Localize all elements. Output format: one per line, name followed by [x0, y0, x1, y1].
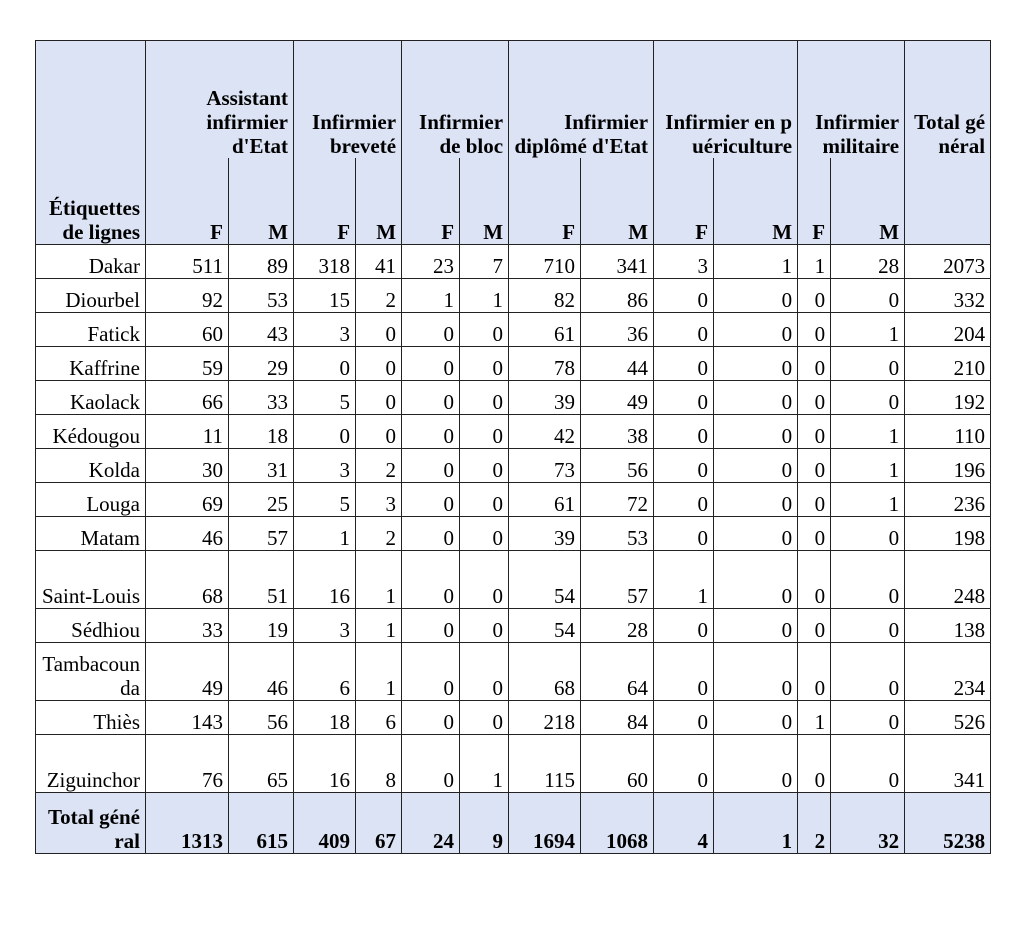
table-cell: 28: [581, 609, 654, 643]
table-cell: 0: [798, 551, 831, 609]
table-row: [36, 279, 991, 313]
table-cell: 0: [402, 381, 460, 415]
table-cell: 0: [798, 381, 831, 415]
table-cell: 0: [714, 313, 798, 347]
table-cell: 46: [146, 517, 229, 551]
group-header-militaire: Infirmier militaire: [798, 41, 905, 159]
table-cell: 0: [831, 279, 905, 313]
table-row: [36, 701, 991, 735]
table-cell: 61: [509, 313, 581, 347]
table-cell: 1: [798, 245, 831, 279]
table-cell: 72: [581, 483, 654, 517]
table-cell: 0: [714, 483, 798, 517]
table-cell: 18: [229, 415, 294, 449]
table-cell: 0: [798, 609, 831, 643]
table-cell: 0: [654, 381, 714, 415]
table-cell: 36: [581, 313, 654, 347]
table-cell: 0: [714, 347, 798, 381]
row-label: Dakar: [36, 245, 146, 279]
table-cell: 0: [460, 643, 509, 701]
table-cell: 8: [356, 735, 402, 793]
table-cell: 0: [831, 609, 905, 643]
row-total-cell: 210: [905, 347, 991, 381]
corner-cell: [36, 41, 146, 159]
table-cell: 0: [798, 643, 831, 701]
table-cell: 0: [654, 415, 714, 449]
table-cell: 64: [581, 643, 654, 701]
table-cell: 0: [798, 415, 831, 449]
table-cell: 0: [798, 449, 831, 483]
table-cell: 60: [581, 735, 654, 793]
table-cell: 0: [402, 483, 460, 517]
grand-total-label: Total général: [36, 793, 146, 854]
table-cell: 0: [294, 347, 356, 381]
table-cell: 1: [654, 551, 714, 609]
grand-total-cell: 1068: [581, 793, 654, 854]
group-header-brevete: Infirmier breveté: [294, 41, 402, 159]
table-cell: 0: [714, 701, 798, 735]
sub-header-f: F: [294, 158, 356, 245]
table-cell: 39: [509, 381, 581, 415]
group-header-row: [36, 41, 991, 159]
table-cell: 0: [460, 415, 509, 449]
row-label: Louga: [36, 483, 146, 517]
table-cell: 0: [402, 415, 460, 449]
table-cell: 49: [146, 643, 229, 701]
grand-total-value: 5238: [905, 793, 991, 854]
table-cell: 341: [581, 245, 654, 279]
row-label: Sédhiou: [36, 609, 146, 643]
table-cell: 2: [356, 449, 402, 483]
total-header: Total général: [905, 41, 991, 159]
table-cell: 78: [509, 347, 581, 381]
row-total-cell: 198: [905, 517, 991, 551]
table-cell: 53: [229, 279, 294, 313]
table-cell: 0: [798, 347, 831, 381]
row-label: Kédougou: [36, 415, 146, 449]
table-cell: 0: [714, 517, 798, 551]
sub-header-m: M: [714, 158, 798, 245]
table-row: [36, 347, 991, 381]
table-cell: 30: [146, 449, 229, 483]
table-cell: 1: [356, 551, 402, 609]
sub-header-m: M: [460, 158, 509, 245]
table-cell: 46: [229, 643, 294, 701]
table-cell: 0: [356, 347, 402, 381]
table-cell: 0: [654, 313, 714, 347]
grand-total-cell: 32: [831, 793, 905, 854]
table-row: [36, 609, 991, 643]
table-cell: 0: [798, 517, 831, 551]
table-cell: 54: [509, 551, 581, 609]
table-cell: 15: [294, 279, 356, 313]
table-cell: 0: [654, 701, 714, 735]
table-cell: 0: [402, 701, 460, 735]
table-cell: 218: [509, 701, 581, 735]
table-cell: 25: [229, 483, 294, 517]
table-cell: 23: [402, 245, 460, 279]
table-cell: 2: [356, 517, 402, 551]
row-label: Tambacounda: [36, 643, 146, 701]
table-cell: 1: [831, 449, 905, 483]
table-cell: 86: [581, 279, 654, 313]
row-label: Diourbel: [36, 279, 146, 313]
table-cell: 115: [509, 735, 581, 793]
table-cell: 76: [146, 735, 229, 793]
sub-header-f: F: [798, 158, 831, 245]
row-total-cell: 2073: [905, 245, 991, 279]
table-cell: 82: [509, 279, 581, 313]
table-cell: 0: [714, 551, 798, 609]
table-cell: 0: [654, 517, 714, 551]
table-cell: 1: [798, 701, 831, 735]
row-total-cell: 526: [905, 701, 991, 735]
row-label: Thiès: [36, 701, 146, 735]
grand-total-cell: 1: [714, 793, 798, 854]
table-cell: 0: [460, 551, 509, 609]
table-cell: 0: [831, 643, 905, 701]
sub-header-m: M: [581, 158, 654, 245]
row-total-cell: 196: [905, 449, 991, 483]
table-cell: 7: [460, 245, 509, 279]
row-total-cell: 204: [905, 313, 991, 347]
table-cell: 18: [294, 701, 356, 735]
table-cell: 49: [581, 381, 654, 415]
grand-total-cell: 1694: [509, 793, 581, 854]
table-row: [36, 551, 991, 609]
table-cell: 0: [460, 701, 509, 735]
row-total-cell: 341: [905, 735, 991, 793]
table-cell: 0: [714, 449, 798, 483]
row-label: Kolda: [36, 449, 146, 483]
table-cell: 16: [294, 551, 356, 609]
table-cell: 54: [509, 609, 581, 643]
table-cell: 69: [146, 483, 229, 517]
grand-total-cell: 9: [460, 793, 509, 854]
table-cell: 3: [294, 449, 356, 483]
table-cell: 0: [654, 483, 714, 517]
table-row: [36, 449, 991, 483]
table-cell: 0: [714, 735, 798, 793]
group-header-assistant: Assistant infirmier d'Etat: [146, 41, 294, 159]
table-cell: 0: [798, 483, 831, 517]
table-row: [36, 313, 991, 347]
table-cell: 0: [294, 415, 356, 449]
table-row: [36, 483, 991, 517]
row-label: Kaffrine: [36, 347, 146, 381]
row-label: Fatick: [36, 313, 146, 347]
table-cell: 0: [356, 415, 402, 449]
table-row: [36, 517, 991, 551]
table-cell: 0: [460, 381, 509, 415]
table-cell: 0: [460, 313, 509, 347]
table-cell: 53: [581, 517, 654, 551]
table-cell: 61: [509, 483, 581, 517]
table-cell: 66: [146, 381, 229, 415]
table-cell: 28: [831, 245, 905, 279]
table-cell: 0: [831, 517, 905, 551]
table-cell: 92: [146, 279, 229, 313]
row-total-cell: 110: [905, 415, 991, 449]
row-total-cell: 138: [905, 609, 991, 643]
table-cell: 318: [294, 245, 356, 279]
sub-header-f: F: [509, 158, 581, 245]
table-cell: 511: [146, 245, 229, 279]
table-cell: 1: [831, 313, 905, 347]
table-cell: 0: [402, 643, 460, 701]
table-cell: 0: [831, 381, 905, 415]
table-cell: 59: [146, 347, 229, 381]
table-cell: 84: [581, 701, 654, 735]
table-cell: 0: [356, 313, 402, 347]
row-label: Saint-Louis: [36, 551, 146, 609]
table-cell: 1: [460, 279, 509, 313]
table-cell: 33: [146, 609, 229, 643]
table-cell: 0: [402, 313, 460, 347]
table-cell: 0: [654, 279, 714, 313]
table-cell: 0: [654, 609, 714, 643]
row-total-cell: 234: [905, 643, 991, 701]
table-cell: 1: [831, 483, 905, 517]
table-cell: 39: [509, 517, 581, 551]
table-cell: 0: [402, 609, 460, 643]
table-cell: 3: [294, 313, 356, 347]
table-cell: 73: [509, 449, 581, 483]
grand-total-cell: 1313: [146, 793, 229, 854]
sub-header-m: M: [831, 158, 905, 245]
table-cell: 0: [654, 735, 714, 793]
table-cell: 56: [581, 449, 654, 483]
sub-header-f: F: [402, 158, 460, 245]
table-cell: 0: [460, 483, 509, 517]
table-cell: 57: [581, 551, 654, 609]
table-cell: 44: [581, 347, 654, 381]
group-header-bloc: Infirmier de bloc: [402, 41, 509, 159]
table-cell: 1: [831, 415, 905, 449]
row-label: Ziguinchor: [36, 735, 146, 793]
grand-total-cell: 409: [294, 793, 356, 854]
table-cell: 3: [654, 245, 714, 279]
table-cell: 0: [460, 517, 509, 551]
table-cell: 0: [714, 643, 798, 701]
grand-total-cell: 67: [356, 793, 402, 854]
row-header-label: Étiquettes de lignes: [36, 158, 146, 245]
table-cell: 43: [229, 313, 294, 347]
sub-header-row: [36, 158, 991, 245]
table-cell: 0: [402, 551, 460, 609]
table-cell: 0: [460, 449, 509, 483]
table-cell: 0: [460, 347, 509, 381]
grand-total-cell: 2: [798, 793, 831, 854]
grand-total-cell: 24: [402, 793, 460, 854]
sub-header-m: M: [229, 158, 294, 245]
table-cell: 16: [294, 735, 356, 793]
table-cell: 143: [146, 701, 229, 735]
table-cell: 6: [294, 643, 356, 701]
table-cell: 0: [714, 381, 798, 415]
sub-header-m: M: [356, 158, 402, 245]
table-cell: 0: [402, 449, 460, 483]
table-cell: 6: [356, 701, 402, 735]
grand-total-cell: 4: [654, 793, 714, 854]
table-cell: 0: [402, 735, 460, 793]
table-cell: 0: [356, 381, 402, 415]
table-cell: 5: [294, 483, 356, 517]
table-cell: 0: [831, 347, 905, 381]
table-cell: 33: [229, 381, 294, 415]
table-cell: 710: [509, 245, 581, 279]
table-cell: 60: [146, 313, 229, 347]
table-cell: 38: [581, 415, 654, 449]
table-row: [36, 245, 991, 279]
table-cell: 0: [654, 347, 714, 381]
table-cell: 56: [229, 701, 294, 735]
group-header-diplome: Infirmier diplômé d'Etat: [509, 41, 654, 159]
table-cell: 31: [229, 449, 294, 483]
table-cell: 68: [509, 643, 581, 701]
sub-header-total: [905, 158, 991, 245]
table-cell: 1: [714, 245, 798, 279]
row-total-cell: 236: [905, 483, 991, 517]
table-row: [36, 415, 991, 449]
table-cell: 0: [798, 735, 831, 793]
table-cell: 3: [294, 609, 356, 643]
sub-header-f: F: [654, 158, 714, 245]
table-cell: 1: [356, 643, 402, 701]
table-cell: 2: [356, 279, 402, 313]
table-cell: 1: [402, 279, 460, 313]
table-cell: 0: [714, 415, 798, 449]
table-cell: 51: [229, 551, 294, 609]
table-cell: 11: [146, 415, 229, 449]
sub-header-f: F: [146, 158, 229, 245]
table-cell: 3: [356, 483, 402, 517]
table-cell: 0: [714, 609, 798, 643]
table-cell: 89: [229, 245, 294, 279]
row-total-cell: 332: [905, 279, 991, 313]
table-cell: 1: [356, 609, 402, 643]
table-cell: 0: [402, 347, 460, 381]
table-cell: 0: [654, 643, 714, 701]
table-cell: 1: [460, 735, 509, 793]
table-cell: 0: [460, 609, 509, 643]
row-label: Kaolack: [36, 381, 146, 415]
table-row: [36, 643, 991, 701]
table-cell: 0: [798, 279, 831, 313]
data-table: [35, 40, 991, 854]
table-cell: 41: [356, 245, 402, 279]
table-cell: 42: [509, 415, 581, 449]
row-total-cell: 192: [905, 381, 991, 415]
table-cell: 65: [229, 735, 294, 793]
table-cell: 0: [831, 551, 905, 609]
group-header-puericulture: Infirmier en puériculture: [654, 41, 798, 159]
table-cell: 5: [294, 381, 356, 415]
table-cell: 0: [714, 279, 798, 313]
row-total-cell: 248: [905, 551, 991, 609]
table-cell: 0: [798, 313, 831, 347]
table-cell: 68: [146, 551, 229, 609]
table-cell: 1: [294, 517, 356, 551]
table-cell: 29: [229, 347, 294, 381]
table-cell: 19: [229, 609, 294, 643]
table-row: [36, 381, 991, 415]
table-cell: 57: [229, 517, 294, 551]
table-cell: 0: [831, 735, 905, 793]
table-cell: 0: [654, 449, 714, 483]
table-cell: 0: [402, 517, 460, 551]
grand-total-row: [36, 793, 991, 854]
table-row: [36, 735, 991, 793]
row-label: Matam: [36, 517, 146, 551]
grand-total-cell: 615: [229, 793, 294, 854]
table-cell: 0: [831, 701, 905, 735]
